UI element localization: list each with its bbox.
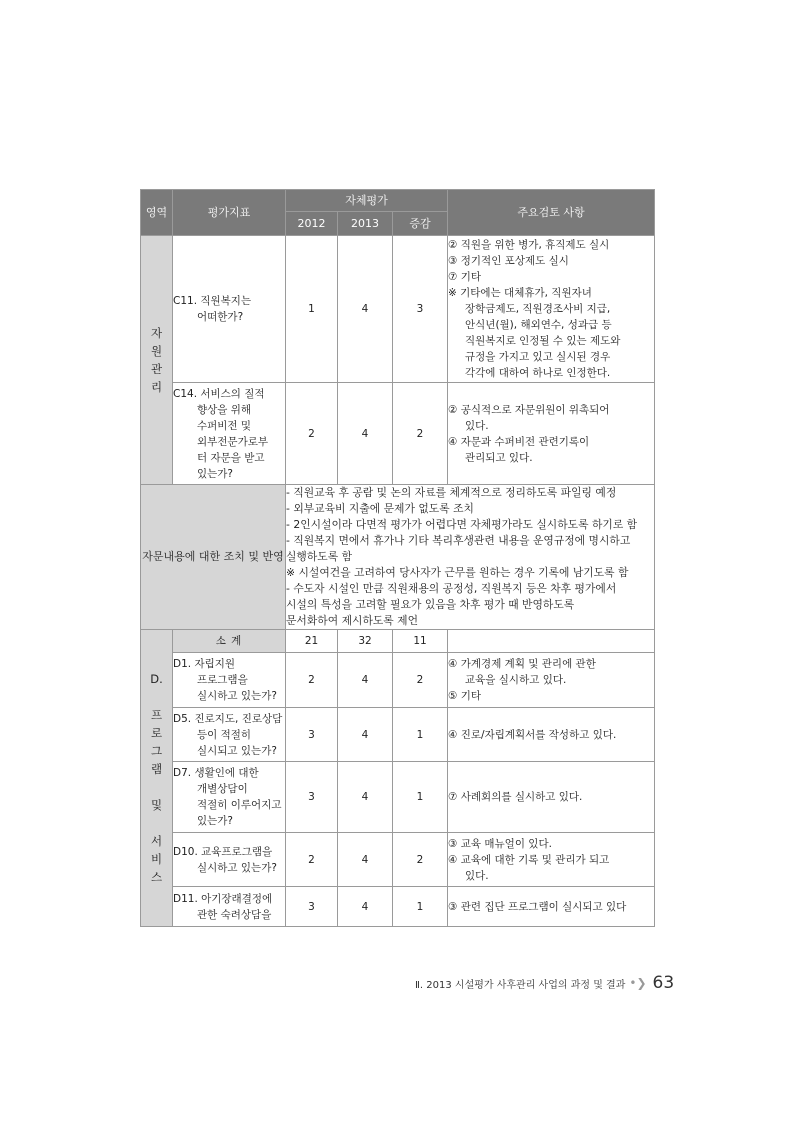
score-2013: 4 (338, 653, 393, 708)
score-change: 1 (393, 708, 448, 762)
review-cell (448, 833, 655, 887)
header-change: 증감 (393, 212, 448, 236)
review-cell (448, 762, 655, 833)
review-note: ※ 기타에는 대체휴가, 직원자녀 장학금제도, 직원경조사비 지급, 안식년(월), 해외연수, 성과급 등 직원복지로 인정될 수 있는 제도와 규정을 가지고 있고 실시된 경우 각각에 대하여 하나로 인정한다. (448, 287, 621, 379)
advice-line: ※ 시설여건을 고려하여 당사자가 근무를 원하는 경우 기록에 남기도록 함 (286, 566, 629, 579)
header-area: 영역 (141, 190, 173, 236)
review-item: ⑦ 기타 (448, 271, 482, 283)
score-2012: 2 (286, 383, 338, 485)
advice-content (286, 485, 655, 630)
evaluation-table (140, 189, 655, 927)
review-cell (448, 887, 655, 927)
advice-line: - 직원교육 후 공람 및 논의 자료를 체계적으로 정리하도록 파일링 예정 (286, 486, 617, 499)
score-2012: 3 (286, 762, 338, 833)
review-item: ② 공식적으로 자문위원이 위촉되어 있다. (448, 403, 610, 432)
advice-label: 자문내용에 대한 조치 및 반영 (141, 485, 286, 630)
review-item: ④ 가계경제 계획 및 관리에 관한 교육을 실시하고 있다. (448, 658, 596, 686)
review-item: ④ 교육에 대한 기록 및 관리가 되고 있다. (448, 853, 610, 882)
chevron-right-icon: •❯ (629, 976, 647, 990)
subtotal-review (448, 630, 655, 653)
advice-line: - 외부교육비 지출에 문제가 없도록 조치 (286, 502, 474, 515)
header-review: 주요검토 사항 (448, 190, 655, 236)
indicator-cell: C14. 서비스의 질적 향상을 위해 수퍼비전 및 외부전문가로부 터 자문을 받고 있는가? (173, 383, 286, 485)
review-item: ③ 정기적인 포상제도 실시 (448, 255, 569, 267)
section-label-staff: 자 원 관 리 (141, 236, 173, 485)
header-self-eval: 자체평가 (286, 190, 448, 212)
subtotal-2013: 32 (338, 630, 393, 653)
score-change: 2 (393, 833, 448, 887)
indicator-cell: D5. 진로지도, 진로상담 등이 적절히 실시되고 있는가? (173, 708, 286, 762)
footer-chapter-title: Ⅱ. 2013 시설평가 사후관리 사업의 과정 및 결과 (415, 979, 626, 991)
indicator-cell: D7. 생활인에 대한 개별상담이 적절히 이루어지고 있는가? (173, 762, 286, 833)
score-2013: 4 (338, 236, 393, 383)
header-2012: 2012 (286, 212, 338, 236)
score-change: 2 (393, 383, 448, 485)
advice-line: - 수도자 시설인 만큼 직원채용의 공정성, 직원복지 등은 차후 평가에서 시설의 특성을 고려할 필요가 있음을 차후 평가 때 반영하도록 문서화하여 제시하도록 제언 (286, 582, 617, 627)
review-cell (448, 653, 655, 708)
indicator-cell: D10. 교육프로그램을 실시하고 있는가? (173, 833, 286, 887)
review-item: ④ 자문과 수퍼비전 관련기록이 관리되고 있다. (448, 435, 590, 464)
score-change: 1 (393, 887, 448, 927)
score-change: 1 (393, 762, 448, 833)
page-number: 63 (652, 973, 675, 993)
indicator-cell: D1. 자립지원 프로그램을 실시하고 있는가? (173, 653, 286, 708)
review-item: ⑦ 사례회의를 실시하고 있다. (448, 791, 583, 803)
indicator-cell: D11. 아기장래결정에 관한 숙려상담을 (173, 887, 286, 927)
review-item: ⑤ 기타 (448, 690, 482, 702)
score-2012: 3 (286, 708, 338, 762)
advice-line: - 직원복지 면에서 휴가나 기타 복리후생관련 내용을 운영규정에 명시하고 실행하도록 함 (286, 534, 631, 563)
advice-line: - 2인시설이라 다면적 평가가 어렵다면 자체평가라도 실시하도록 하기로 함 (286, 518, 638, 531)
section-label-program: D. 프 로 그 램 및 서 비 스 (141, 630, 173, 927)
page-footer (415, 973, 674, 993)
score-change: 3 (393, 236, 448, 383)
review-item: ③ 관련 집단 프로그램이 실시되고 있다 (448, 900, 627, 913)
review-item: ④ 진로/자립계획서를 작성하고 있다. (448, 728, 617, 741)
score-2012: 3 (286, 887, 338, 927)
header-2013: 2013 (338, 212, 393, 236)
subtotal-change: 11 (393, 630, 448, 653)
score-2013: 4 (338, 383, 393, 485)
review-item: ② 직원을 위한 병가, 휴직제도 실시 (448, 239, 610, 251)
header-indicator: 평가지표 (173, 190, 286, 236)
score-2012: 1 (286, 236, 338, 383)
review-cell (448, 236, 655, 383)
subtotal-2012: 21 (286, 630, 338, 653)
score-2012: 2 (286, 653, 338, 708)
review-cell (448, 708, 655, 762)
review-cell (448, 383, 655, 485)
score-2013: 4 (338, 762, 393, 833)
indicator-cell: C11. 직원복지는 어떠한가? (173, 236, 286, 383)
score-2012: 2 (286, 833, 338, 887)
score-2013: 4 (338, 833, 393, 887)
score-change: 2 (393, 653, 448, 708)
score-2013: 4 (338, 887, 393, 927)
review-item: ③ 교육 매뉴얼이 있다. (448, 837, 552, 850)
subtotal-label: 소 계 (173, 630, 286, 653)
score-2013: 4 (338, 708, 393, 762)
